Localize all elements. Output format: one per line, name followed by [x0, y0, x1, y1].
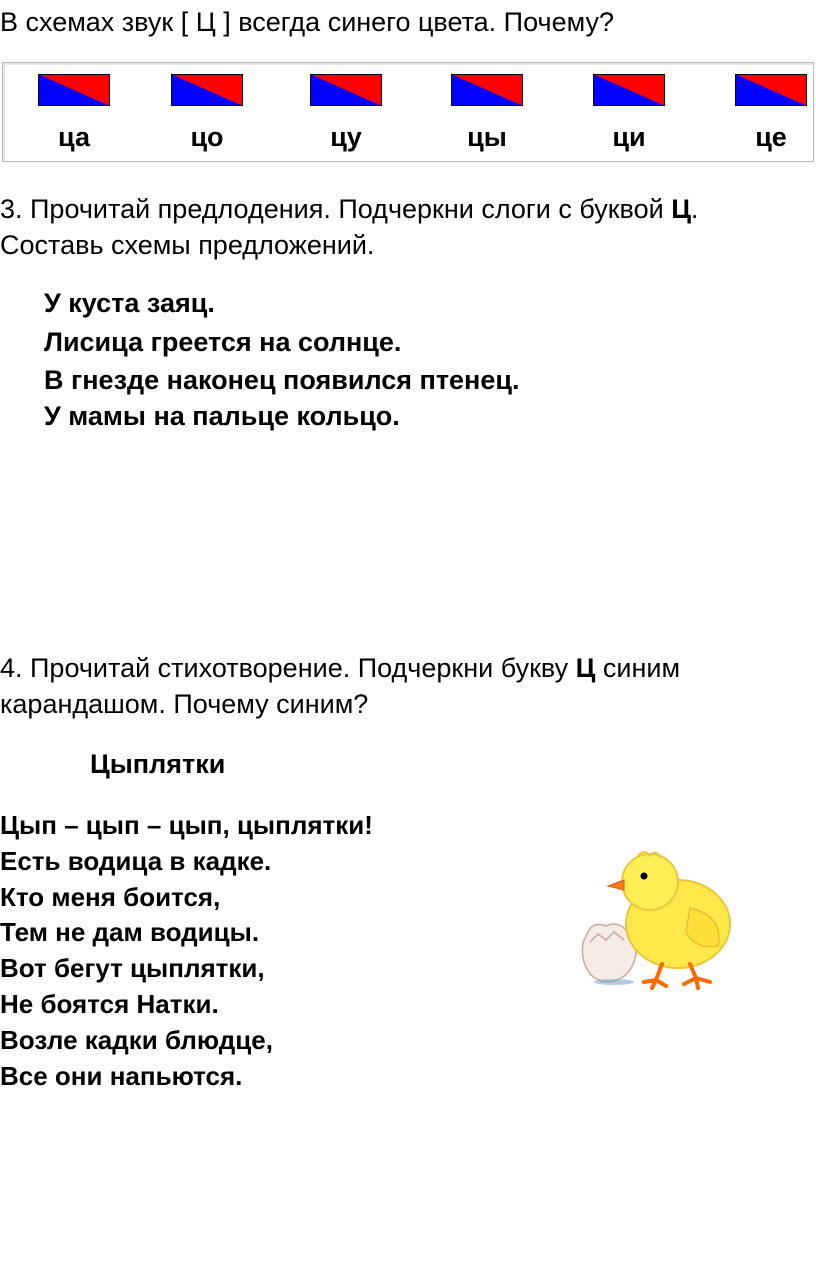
- poem-line: Не боятся Натки.: [0, 988, 219, 1019]
- task4-letter: Ц: [575, 653, 596, 683]
- syllable-scheme-3: [310, 74, 382, 106]
- syllable-scheme-2: [171, 74, 243, 106]
- syllable-label: ци: [612, 122, 646, 152]
- syllable-label: ца: [58, 122, 90, 152]
- syllable-label: цо: [190, 122, 224, 152]
- poem-line: Вот бегут цыплятки,: [0, 953, 265, 984]
- sentence: Лисица греется на солнце.: [44, 327, 402, 357]
- poem-line: Есть водица в кадке.: [0, 845, 272, 876]
- sentence: У мамы на пальце кольцо.: [44, 401, 400, 431]
- poem: [0, 808, 373, 1094]
- task3-letter: Ц: [671, 194, 691, 224]
- task4-instruction-line1: 4. Прочитай стихотворение. Подчеркни букву Ц синим: [0, 653, 681, 683]
- syllable-scheme-6: [735, 74, 807, 106]
- poem-line: Тем не дам водицы.: [0, 917, 260, 948]
- syllable-schemes-box: [2, 62, 814, 162]
- chick-with-eggshell-icon: [578, 846, 754, 994]
- task3-instruction-line2: Составь схемы предложений.: [0, 230, 375, 260]
- poem-line: Возле кадки блюдце,: [0, 1024, 273, 1055]
- poem-line: Кто меня боится,: [0, 881, 221, 912]
- sentence: У куста заяц.: [44, 288, 215, 318]
- syllable-scheme-1: [38, 74, 110, 106]
- task4-instruction-line2: карандашом. Почему синим?: [0, 689, 369, 719]
- syllable-label: цы: [467, 122, 507, 152]
- task3-instruction-line1: 3. Прочитай предлодения. Подчеркни слоги с буквой Ц.: [0, 194, 699, 224]
- syllable-scheme-4: [451, 74, 523, 106]
- syllable-scheme-5: [593, 74, 665, 106]
- poem-line: Все они напьются.: [0, 1060, 243, 1091]
- poem-line: Цып – цып – цып, цыплятки!: [0, 810, 373, 840]
- sentence: В гнезде наконец появился птенец.: [44, 365, 520, 395]
- poem-title: Цыплятки: [90, 749, 226, 779]
- syllable-label: це: [755, 122, 787, 152]
- syllable-label: цу: [330, 122, 362, 152]
- intro-text: В схемах звук [ Ц ] всегда синего цвета. Почему?: [0, 7, 614, 37]
